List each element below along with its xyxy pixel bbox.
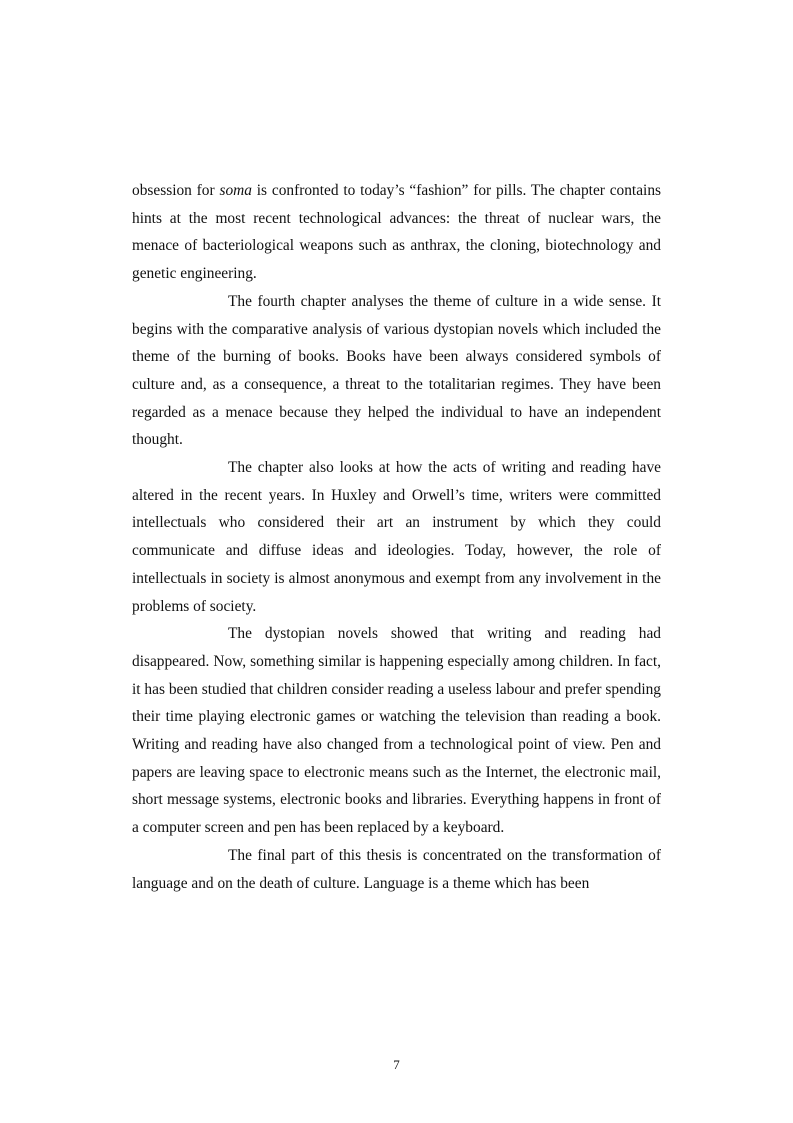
paragraph-1-rest: is confronted to today’s “fashion” for pills. The chapter contains hints at the most recent technological advances: the threat of nuclear wars, the menace of bacteriological weapons such as anthrax, the cloning, biotechnology and genetic engineering. — [132, 182, 662, 283]
paragraph-4: The dystopian novels showed that writing and reading had disappeared. Now, something similar is happening especially among children. In fact, it has been studied that children consider reading a useless labour and prefer spending their time playing electronic games or watching the television than reading a book. Writing and reading have also changed from a technological point of view. Pen and papers are leaving space to electronic means such as the Internet, the electronic mail, short message systems, electronic books and libraries. Everything happens in front of a computer screen and pen has been replaced by a keyboard. — [132, 625, 661, 837]
paragraph-1-lead: obsession for — [132, 182, 220, 199]
paragraph-5: The final part of this thesis is concentrated on the transformation of language and on the death of culture. Language is a theme which has been — [132, 846, 661, 892]
body-text — [132, 177, 661, 897]
page-number: 7 — [393, 1057, 400, 1072]
soma-italic-term: soma — [219, 182, 252, 199]
paragraph-1 — [132, 177, 661, 288]
paragraph-3: The chapter also looks at how the acts of writing and reading have altered in the recent years. In Huxley and Orwell’s time, writers were committed intellectuals who considered their art an instrument by which they could communicate and diffuse ideas and ideologies. Today, however, the role of intellectuals in society is almost anonymous and exempt from any involvement in the problems of society. — [132, 459, 661, 615]
paragraph-2: The fourth chapter analyses the theme of culture in a wide sense. It begins with the comparative analysis of various dystopian novels which included the theme of the burning of books. Books have been always considered symbols of culture and, as a consequence, a threat to the totalitarian regimes. They have been regarded as a menace because they helped the individual to have an independent thought. — [132, 292, 661, 449]
